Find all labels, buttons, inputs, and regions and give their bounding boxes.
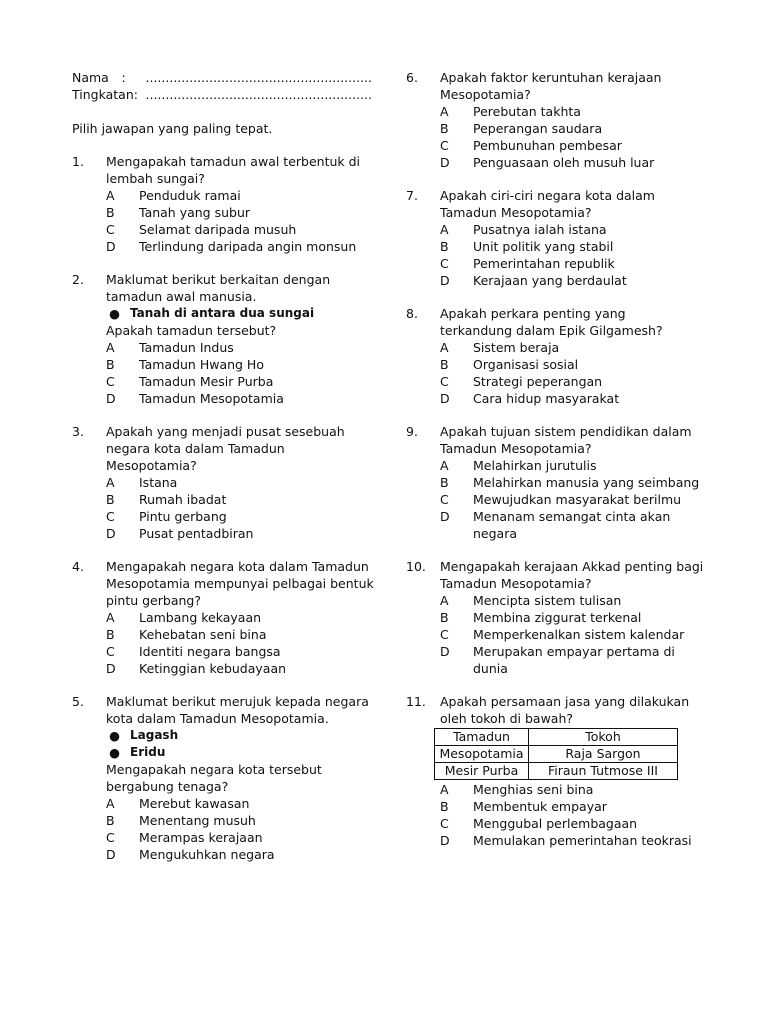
option-c[interactable] bbox=[440, 491, 706, 508]
option-letter: B bbox=[440, 610, 449, 625]
option-text: Peperangan saudara bbox=[473, 121, 603, 136]
bullet-text: Lagash bbox=[130, 728, 179, 742]
option-text: Merebut kawasan bbox=[139, 796, 250, 811]
option-b[interactable] bbox=[440, 356, 706, 373]
option-text: Istana bbox=[139, 475, 178, 490]
option-text: Penduduk ramai bbox=[139, 188, 241, 203]
option-a[interactable] bbox=[106, 795, 372, 812]
option-text: Tamadun Mesir Purba bbox=[139, 374, 274, 389]
question-body bbox=[440, 187, 706, 289]
option-text: Melahirkan manusia yang seimbang bbox=[473, 475, 700, 490]
question-text: Apakah tamadun tersebut? bbox=[106, 323, 277, 338]
question-text: tamadun awal manusia. bbox=[106, 289, 257, 304]
option-text: Rumah ibadat bbox=[139, 492, 227, 507]
option-b[interactable] bbox=[440, 120, 706, 137]
option-c[interactable] bbox=[440, 137, 706, 154]
option-text: Tamadun Indus bbox=[139, 340, 234, 355]
option-d[interactable] bbox=[106, 660, 374, 677]
option-letter: B bbox=[440, 475, 449, 490]
question-number: 3. bbox=[72, 424, 84, 439]
option-text: Merupakan empayar pertama di bbox=[473, 644, 675, 659]
question-number: 4. bbox=[72, 559, 84, 574]
option-letter: D bbox=[440, 509, 450, 524]
option-b[interactable] bbox=[440, 609, 706, 626]
option-text: Perebutan takhta bbox=[473, 104, 581, 119]
question-text: Tamadun Mesopotamia? bbox=[440, 205, 592, 220]
question-text: Mesopotamia? bbox=[440, 87, 531, 102]
table-cell: Mesir Purba bbox=[435, 763, 529, 780]
option-c[interactable] bbox=[440, 626, 706, 643]
option-a[interactable] bbox=[440, 781, 706, 798]
question-text: Mengapakah negara kota dalam Tamadun bbox=[106, 559, 369, 574]
bullet-text: Tanah di antara dua sungai bbox=[130, 306, 315, 320]
option-letter-spacer bbox=[440, 660, 473, 677]
option-text: Memperkenalkan sistem kalendar bbox=[473, 627, 685, 642]
option-text: Organisasi sosial bbox=[473, 357, 579, 372]
option-a[interactable] bbox=[440, 592, 706, 609]
question-5 bbox=[72, 693, 372, 863]
option-text: Mencipta sistem tulisan bbox=[473, 593, 622, 608]
option-text: Kehebatan seni bina bbox=[139, 627, 267, 642]
option-letter: A bbox=[106, 340, 115, 355]
option-letter: D bbox=[440, 155, 450, 170]
question-text: Apakah perkara penting yang bbox=[440, 306, 626, 321]
question-number: 7. bbox=[406, 188, 418, 203]
question-text: Mengapakah negara kota tersebut bbox=[106, 762, 322, 777]
option-text: Melahirkan jurutulis bbox=[473, 458, 597, 473]
option-text: Merampas kerajaan bbox=[139, 830, 263, 845]
question-text: Mengapakah tamadun awal terbentuk di bbox=[106, 154, 361, 169]
question-body bbox=[106, 423, 372, 542]
table-cell: Firaun Tutmose III bbox=[529, 763, 678, 780]
option-text: Unit politik yang stabil bbox=[473, 239, 614, 254]
question-text: Mengapakah kerajaan Akkad penting bagi bbox=[440, 559, 704, 574]
option-letter: C bbox=[440, 816, 449, 831]
option-text: Membina ziggurat terkenal bbox=[473, 610, 642, 625]
level-label: Tingkatan bbox=[72, 87, 134, 102]
option-d[interactable] bbox=[106, 846, 372, 863]
question-body bbox=[440, 305, 706, 407]
option-text: Penguasaan oleh musuh luar bbox=[473, 155, 655, 170]
question-11 bbox=[406, 693, 706, 849]
bullet-item bbox=[106, 744, 372, 761]
option-text: Menggubal perlembagaan bbox=[473, 816, 638, 831]
option-letter: A bbox=[440, 782, 449, 797]
option-letter: A bbox=[106, 188, 115, 203]
option-letter: A bbox=[440, 340, 449, 355]
option-letter: A bbox=[106, 796, 115, 811]
table-row bbox=[435, 763, 678, 780]
option-text: Pemerintahan republik bbox=[473, 256, 615, 271]
option-a[interactable] bbox=[106, 187, 372, 204]
option-letter: B bbox=[440, 357, 449, 372]
option-letter: C bbox=[440, 492, 449, 507]
option-letter: C bbox=[440, 374, 449, 389]
option-text: Mewujudkan masyarakat berilmu bbox=[473, 492, 682, 507]
option-text: Identiti negara bangsa bbox=[139, 644, 281, 659]
question-number: 8. bbox=[406, 306, 418, 321]
option-letter: B bbox=[440, 239, 449, 254]
option-letter: C bbox=[106, 644, 115, 659]
option-a[interactable] bbox=[440, 221, 706, 238]
bullet-icon: ● bbox=[109, 306, 120, 321]
option-d[interactable] bbox=[440, 390, 706, 407]
left-column bbox=[72, 69, 372, 879]
question-8 bbox=[406, 305, 706, 407]
option-letter: D bbox=[106, 239, 116, 254]
option-letter: D bbox=[106, 391, 116, 406]
option-a[interactable] bbox=[106, 609, 374, 626]
right-column bbox=[406, 69, 706, 865]
option-letter: B bbox=[106, 205, 115, 220]
option-text: Tamadun Hwang Ho bbox=[139, 357, 264, 372]
name-field[interactable]: ......................................................... bbox=[145, 70, 372, 85]
option-b[interactable] bbox=[106, 356, 372, 373]
option-text: Menentang musuh bbox=[139, 813, 256, 828]
option-text: Membentuk empayar bbox=[473, 799, 607, 814]
option-letter: A bbox=[440, 458, 449, 473]
question-text: Apakah tujuan sistem pendidikan dalam bbox=[440, 424, 692, 439]
option-text: Mengukuhkan negara bbox=[139, 847, 275, 862]
question-text: Apakah ciri-ciri negara kota dalam bbox=[440, 188, 655, 203]
table-cell: Raja Sargon bbox=[529, 746, 678, 763]
option-text: negara bbox=[473, 526, 518, 541]
option-letter: C bbox=[106, 374, 115, 389]
option-letter: C bbox=[440, 256, 449, 271]
option-text: Cara hidup masyarakat bbox=[473, 391, 620, 406]
question-body bbox=[106, 558, 374, 677]
question-text: negara kota dalam Tamadun bbox=[106, 441, 285, 456]
question-4 bbox=[72, 558, 372, 677]
option-text: Pintu gerbang bbox=[139, 509, 227, 524]
option-letter: B bbox=[106, 357, 115, 372]
option-text: dunia bbox=[473, 661, 508, 676]
option-continuation bbox=[440, 525, 706, 542]
option-text: Sistem beraja bbox=[473, 340, 560, 355]
option-d[interactable] bbox=[440, 643, 706, 660]
option-letter: C bbox=[440, 627, 449, 642]
name-row bbox=[72, 69, 372, 86]
option-letter: A bbox=[106, 475, 115, 490]
option-text: Strategi peperangan bbox=[473, 374, 603, 389]
option-d[interactable] bbox=[106, 525, 372, 542]
option-letter: C bbox=[106, 830, 115, 845]
question-text: oleh tokoh di bawah? bbox=[440, 711, 574, 726]
question-9 bbox=[406, 423, 706, 542]
question-body bbox=[440, 423, 706, 542]
option-letter: B bbox=[440, 121, 449, 136]
option-a[interactable] bbox=[440, 103, 706, 120]
option-text: Terlindung daripada angin monsun bbox=[139, 239, 357, 254]
question-3 bbox=[72, 423, 372, 542]
question-text: Apakah faktor keruntuhan kerajaan bbox=[440, 70, 662, 85]
question-body bbox=[106, 693, 372, 863]
option-text: Pusat pentadbiran bbox=[139, 526, 254, 541]
question-text: terkandung dalam Epik Gilgamesh? bbox=[440, 323, 663, 338]
option-c[interactable] bbox=[440, 815, 706, 832]
option-letter: D bbox=[440, 391, 450, 406]
option-letter: D bbox=[106, 526, 116, 541]
table-cell: Mesopotamia bbox=[435, 746, 529, 763]
question-body bbox=[440, 693, 706, 849]
option-letter: A bbox=[440, 222, 449, 237]
option-text: Ketinggian kebudayaan bbox=[139, 661, 287, 676]
option-letter: B bbox=[106, 627, 115, 642]
option-letter: C bbox=[106, 509, 115, 524]
question-text: Mesopotamia? bbox=[106, 458, 197, 473]
name-colon: : bbox=[121, 70, 126, 85]
option-letter: D bbox=[440, 644, 450, 659]
option-text: Menghias seni bina bbox=[473, 782, 594, 797]
option-text: Pembunuhan pembesar bbox=[473, 138, 622, 153]
question-7 bbox=[406, 187, 706, 289]
option-a[interactable] bbox=[440, 339, 706, 356]
option-text: Pusatnya ialah istana bbox=[473, 222, 607, 237]
option-b[interactable] bbox=[106, 626, 374, 643]
question-text: Apakah yang menjadi pusat sesebuah bbox=[106, 424, 345, 439]
option-letter: D bbox=[106, 661, 116, 676]
question-text: kota dalam Tamadun Mesopotamia. bbox=[106, 711, 329, 726]
option-a[interactable] bbox=[106, 339, 372, 356]
question-text: Apakah persamaan jasa yang dilakukan bbox=[440, 694, 690, 709]
question-number: 11. bbox=[406, 694, 426, 709]
option-d[interactable] bbox=[440, 832, 706, 849]
instruction-text: Pilih jawapan yang paling tepat. bbox=[72, 121, 273, 136]
option-text: Tamadun Mesopotamia bbox=[139, 391, 284, 406]
question-text: lembah sungai? bbox=[106, 171, 205, 186]
name-label: Nama bbox=[72, 70, 109, 85]
option-text: Lambang kekayaan bbox=[139, 610, 262, 625]
option-text: Tanah yang subur bbox=[139, 205, 251, 220]
question-1 bbox=[72, 153, 372, 255]
level-row bbox=[72, 86, 372, 103]
question-text: Maklumat berikut berkaitan dengan bbox=[106, 272, 331, 287]
option-letter: A bbox=[106, 610, 115, 625]
question-number: 2. bbox=[72, 272, 84, 287]
info-table bbox=[434, 728, 678, 780]
option-c[interactable] bbox=[106, 643, 374, 660]
question-number: 5. bbox=[72, 694, 84, 709]
option-b[interactable] bbox=[440, 474, 706, 491]
level-colon: : bbox=[133, 87, 138, 102]
option-c[interactable] bbox=[440, 373, 706, 390]
option-d[interactable] bbox=[440, 508, 706, 525]
option-c[interactable] bbox=[106, 373, 372, 390]
question-2 bbox=[72, 271, 372, 407]
question-text: pintu gerbang? bbox=[106, 593, 201, 608]
question-text: bergabung tenaga? bbox=[106, 779, 229, 794]
option-d[interactable] bbox=[440, 154, 706, 171]
option-letter: A bbox=[440, 104, 449, 119]
option-d[interactable] bbox=[106, 238, 372, 255]
option-a[interactable] bbox=[106, 474, 372, 491]
option-letter: A bbox=[440, 593, 449, 608]
table-row bbox=[435, 746, 678, 763]
option-text: Menanam semangat cinta akan bbox=[473, 509, 671, 524]
question-text: Tamadun Mesopotamia? bbox=[440, 441, 592, 456]
level-field[interactable]: ......................................................... bbox=[145, 87, 372, 102]
option-b[interactable] bbox=[440, 798, 706, 815]
bullet-item bbox=[106, 305, 372, 322]
option-b[interactable] bbox=[106, 491, 372, 508]
question-body bbox=[106, 153, 372, 255]
bullet-icon: ● bbox=[109, 728, 120, 743]
option-letter: D bbox=[440, 273, 450, 288]
bullet-item bbox=[106, 727, 372, 744]
question-6 bbox=[406, 69, 706, 171]
option-letter-spacer bbox=[440, 525, 473, 542]
question-10 bbox=[406, 558, 706, 677]
question-body bbox=[440, 558, 706, 677]
option-letter: C bbox=[440, 138, 449, 153]
question-body bbox=[106, 271, 372, 407]
option-letter: B bbox=[106, 492, 115, 507]
question-text: Mesopotamia mempunyai pelbagai bentuk bbox=[106, 576, 374, 591]
bullet-icon: ● bbox=[109, 745, 120, 760]
option-c[interactable] bbox=[440, 255, 706, 272]
question-number: 9. bbox=[406, 424, 418, 439]
option-b[interactable] bbox=[106, 812, 372, 829]
table-header-row bbox=[435, 729, 678, 746]
question-number: 1. bbox=[72, 154, 84, 169]
table-header-cell: Tokoh bbox=[529, 729, 678, 746]
option-letter: B bbox=[440, 799, 449, 814]
option-d[interactable] bbox=[106, 390, 372, 407]
option-text: Kerajaan yang berdaulat bbox=[473, 273, 627, 288]
option-letter: D bbox=[106, 847, 116, 862]
bullet-text: Eridu bbox=[130, 745, 166, 759]
question-body bbox=[440, 69, 706, 171]
option-text: Memulakan pemerintahan teokrasi bbox=[473, 833, 692, 848]
option-d[interactable] bbox=[440, 272, 706, 289]
option-c[interactable] bbox=[106, 221, 372, 238]
option-c[interactable] bbox=[106, 829, 372, 846]
question-number: 10. bbox=[406, 559, 426, 574]
option-b[interactable] bbox=[440, 238, 706, 255]
option-letter: B bbox=[106, 813, 115, 828]
option-c[interactable] bbox=[106, 508, 372, 525]
option-continuation bbox=[440, 660, 706, 677]
question-number: 6. bbox=[406, 70, 418, 85]
option-letter: C bbox=[106, 222, 115, 237]
question-text: Maklumat berikut merujuk kepada negara bbox=[106, 694, 369, 709]
option-letter: D bbox=[440, 833, 450, 848]
option-a[interactable] bbox=[440, 457, 706, 474]
question-text: Tamadun Mesopotamia? bbox=[440, 576, 592, 591]
option-b[interactable] bbox=[106, 204, 372, 221]
option-text: Selamat daripada musuh bbox=[139, 222, 297, 237]
table-header-cell: Tamadun bbox=[435, 729, 529, 746]
